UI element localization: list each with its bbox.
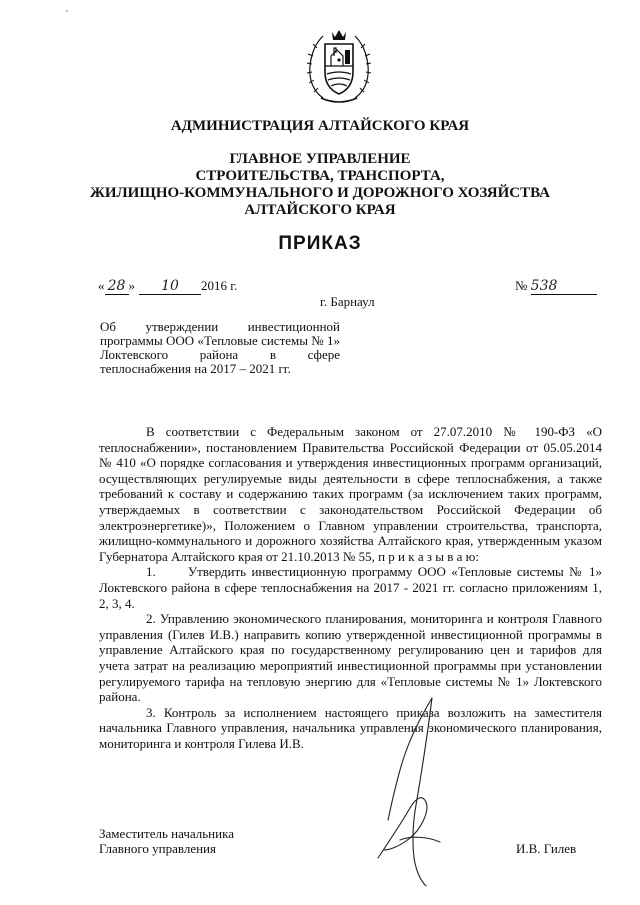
order-date xyxy=(98,278,237,295)
preamble xyxy=(99,424,602,564)
department-line-2: СТРОИТЕЛЬСТВА, ТРАНСПОРТА, xyxy=(195,168,445,184)
city: г. Барнаул xyxy=(320,294,375,309)
number-value: 538 xyxy=(531,278,597,295)
item-1 xyxy=(99,564,602,611)
department-line-3: ЖИЛИЩНО-КОММУНАЛЬНОГО И ДОРОЖНОГО ХОЗЯЙСТВА xyxy=(90,185,550,201)
date-open-quote: « xyxy=(98,278,105,293)
date-year: 2016 г. xyxy=(201,278,238,293)
department-line-1: ГЛАВНОЕ УПРАВЛЕНИЕ xyxy=(229,151,411,167)
scan-speck xyxy=(66,10,68,12)
item-1-text: Утвердить инвестиционную программу ООО «Тепловые системы № 1» Локтевского района в сфере теплоснабжения на 2017 - 2021 гг. согласно приложениям 1, 2, 3, 4. xyxy=(99,564,602,611)
order-word: п р и к а з ы в а ю: xyxy=(378,548,479,564)
date-month: 10 xyxy=(139,278,201,295)
subject-text: Об утверждении инвестиционной программы ООО «Тепловые системы № 1» Локтевского района в сфере теплоснабжения на 2017 – 2021 гг. xyxy=(100,319,340,376)
item-3: 3. Контроль за исполнением настоящего приказа возложить на заместителя начальника Главного управления, начальника управления экономического планирования, мониторинга и контроля Гилева И.В. xyxy=(99,704,602,751)
department-line-4: АЛТАЙСКОГО КРАЯ xyxy=(244,202,396,218)
coat-of-arms-icon xyxy=(303,26,375,106)
order-number xyxy=(515,278,597,295)
date-close-quote: » xyxy=(128,278,135,293)
preamble-text: В соответствии с Федеральным законом от 27.07.2010 № 190-ФЗ «О теплоснабжении», постановлением Правительства Российской Федерации от 05.05.2014 № 410 «О порядке согласования и утверждения инвестиционных программ организаций, осуществляющих регулируемые виды деятельности в сфере теплоснабжения, а также требований к составу и содержанию таких программ (за исключением таких программ, утверждаемых в соответствии с законодательством Российской Федерации об электроэнергетике)», Положением о Главном управлении строительства, транспорта, жилищно-коммунального и дорожного хозяйства Алтайского края, утвержденным указом Губернатора Алтайского края от 21.10.2013 № 55, xyxy=(99,424,602,564)
handwritten-signature xyxy=(370,690,460,895)
signer-position-line-2: Главного управления xyxy=(99,841,216,856)
signer-position-line-1: Заместитель начальника xyxy=(99,826,234,841)
administration-title: АДМИНИСТРАЦИЯ АЛТАЙСКОГО КРАЯ xyxy=(170,118,470,134)
signer-name: И.В. Гилев xyxy=(516,841,577,856)
item-2: 2. Управлению экономического планирования, мониторинга и контроля Главного управления (Гилев И.В.) направить копию утвержденной инвестиционной программы в управление Алтайского края по государственному регулированию цен и тарифов для учета затрат на реализацию мероприятий инвестиционной программы при установлении регулируемого тарифа на тепловую энергию для «Тепловые системы № 1» Локтевского района. xyxy=(99,611,602,705)
date-day: 28 xyxy=(105,278,129,295)
order-body xyxy=(99,424,602,751)
order-subject xyxy=(100,320,340,376)
signer-position xyxy=(99,826,234,856)
number-label: № xyxy=(515,278,528,293)
document-type-title: ПРИКАЗ xyxy=(278,233,362,254)
item-1-number: 1. xyxy=(146,564,156,580)
